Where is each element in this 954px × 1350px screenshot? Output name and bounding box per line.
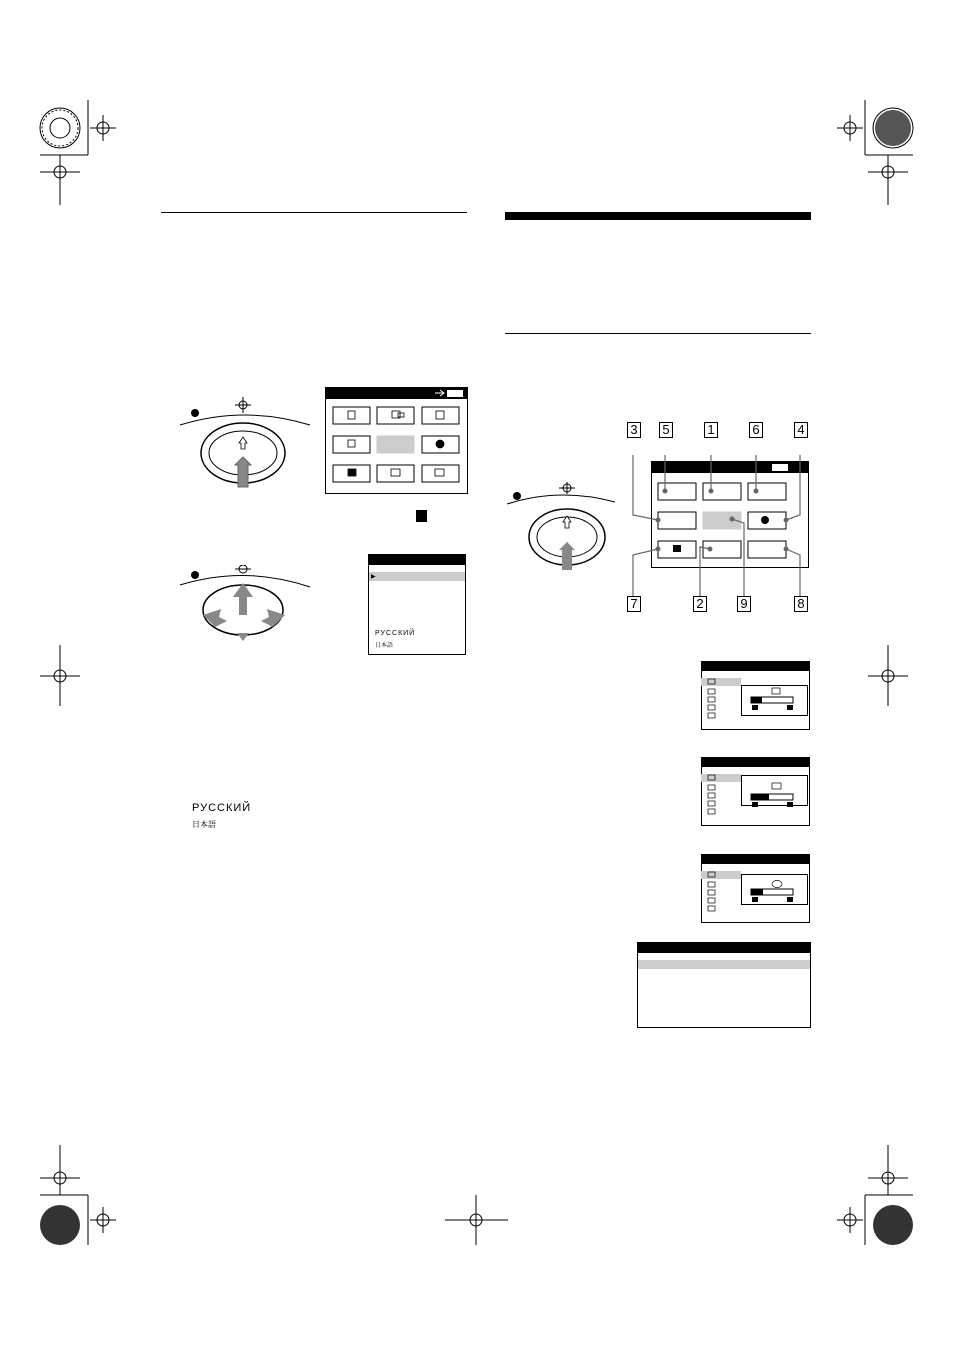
text-japanese: 日本語 — [192, 820, 216, 829]
callout-6: 6 — [749, 422, 763, 438]
adjust-level-bar — [751, 794, 769, 800]
selection-pointer-icon: ▶ — [371, 574, 376, 580]
contrast-icon — [191, 571, 199, 579]
callout-9: 9 — [737, 596, 751, 612]
control-panel-right-illustration — [505, 482, 615, 572]
arrow-down-icon — [237, 633, 249, 641]
wide-menu-title-bar — [638, 943, 810, 953]
control-panel-illustration — [175, 395, 315, 495]
callout-7: 7 — [627, 596, 641, 612]
adjust-level-bar — [751, 889, 763, 895]
language-menu-screen — [368, 554, 466, 655]
menu-item-9 — [422, 465, 459, 482]
language-icon — [416, 510, 427, 522]
main-menu-screen — [325, 387, 468, 494]
language-russian: РУССКИЙ — [375, 630, 416, 637]
left-section-rule — [161, 212, 467, 213]
adjust-menu-screen-1 — [701, 661, 811, 731]
text-russian: РУССКИЙ — [192, 802, 252, 814]
language-japanese: 日本語 — [375, 643, 394, 649]
language-menu-selection — [369, 572, 465, 581]
callout-3: 3 — [627, 422, 641, 438]
language-menu-title-bar — [369, 555, 465, 565]
brightness-icon — [559, 482, 575, 494]
brightness-icon — [235, 565, 251, 573]
control-panel-move-illustration — [175, 565, 315, 655]
menu-item-1 — [333, 407, 370, 424]
callout-8: 8 — [794, 596, 808, 612]
wide-menu-selection — [638, 960, 810, 969]
help-icon — [761, 516, 769, 524]
registration-disc-icon — [40, 1205, 80, 1245]
contrast-icon — [191, 409, 199, 417]
menu-item-8 — [377, 465, 414, 482]
menu-item-2 — [377, 407, 414, 424]
menu-item-exit — [377, 436, 414, 453]
adjust-level-bar — [751, 697, 762, 703]
menu-item-3 — [422, 407, 459, 424]
brightness-icon — [235, 397, 251, 413]
callout-2: 2 — [693, 596, 707, 612]
callout-4: 4 — [794, 422, 808, 438]
contrast-icon — [513, 492, 521, 500]
main-menu-callout-diagram — [620, 455, 820, 615]
registration-target-icon — [40, 108, 80, 148]
right-section-bar — [505, 212, 811, 220]
wide-menu-screen — [637, 942, 811, 1028]
adjust-menu-screen-3 — [701, 854, 811, 924]
right-subsection-rule — [505, 333, 811, 334]
adjust-menu-screen-2 — [701, 757, 811, 827]
callout-5: 5 — [659, 422, 673, 438]
registration-disc-icon — [873, 1205, 913, 1245]
menu-item-4 — [333, 436, 370, 453]
language-icon — [673, 545, 681, 552]
callout-1: 1 — [704, 422, 718, 438]
